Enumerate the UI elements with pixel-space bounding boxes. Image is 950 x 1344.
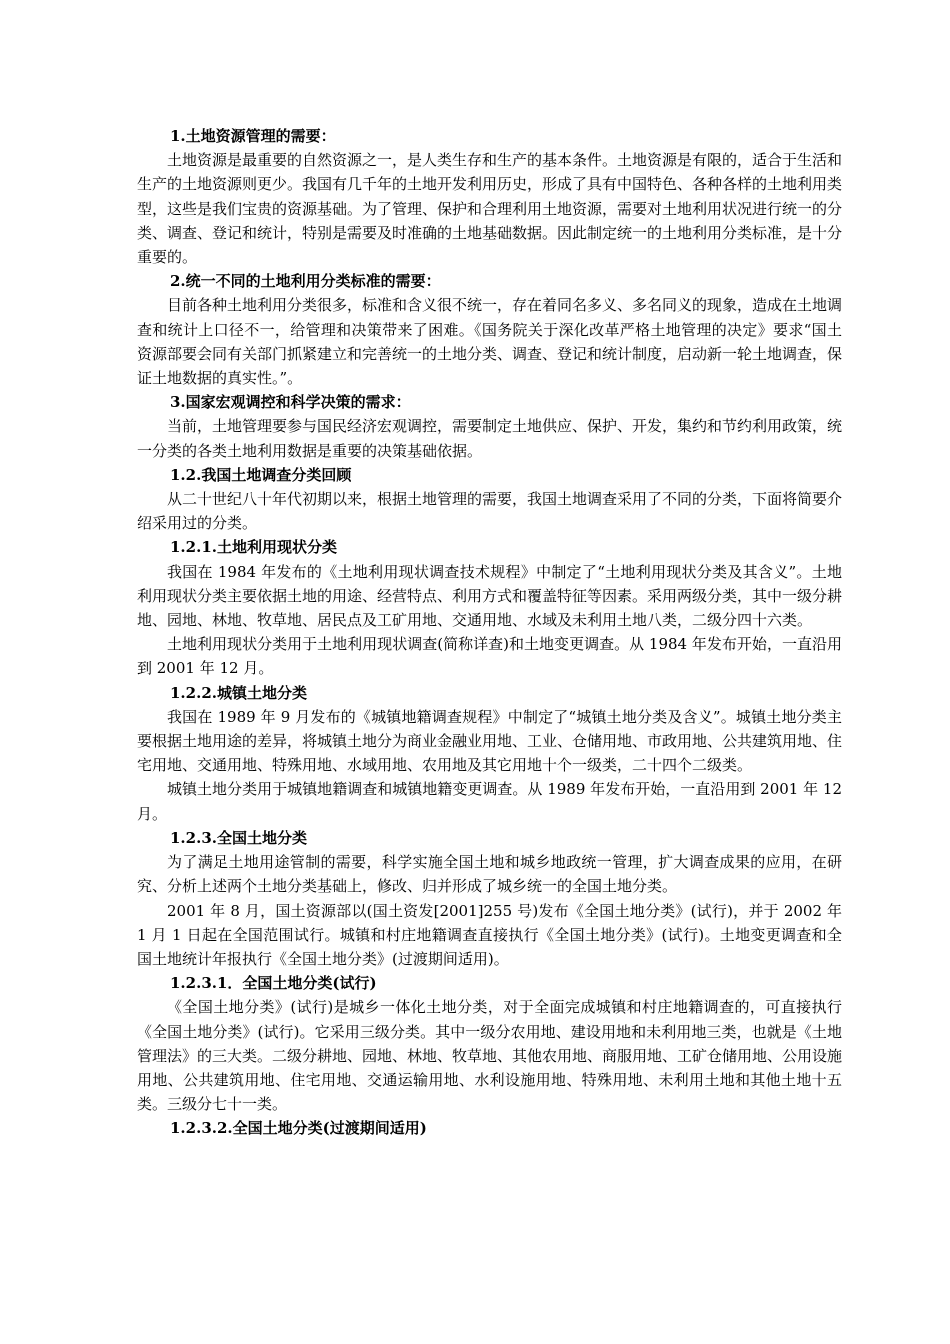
section-heading: 1.2.我国土地调查分类回顾 xyxy=(170,465,352,484)
section-heading: 2.统一不同的土地利用分类标准的需要： xyxy=(170,272,441,291)
paragraph: 2001 年 8 月，国土资源部以(国土资发[2001]255 号)发布《全国土地分类》(试行)，并于 2002 年 1 月 1 日起在全国范围试行。城镇和村庄地籍调查直接执行《全国土地分类》(试行)。土地变更调查和全国土地统计年报执行《全国土地分类》(过渡期间适用)。 xyxy=(137,901,842,968)
section-heading: 1.2.3.1．全国土地分类(试行) xyxy=(170,974,377,993)
paragraph: 《全国土地分类》(试行)是城乡一体化土地分类，对于全面完成城镇和村庄地籍调查的，可直接执行《全国土地分类》(试行)。它采用三级分类。其中一级分农用地、建设用地和未利用地三类，也就是《土地管理法》的三大类。二级分耕地、园地、林地、牧草地、其他农用地、商服用地、工矿仓储用地、公用设施用地、公共建筑用地、住宅用地、交通运输用地、水利设施用地、特殊用地、未利用土地和其他土地十五类。三级分七十一类。 xyxy=(137,998,843,1114)
paragraph: 我国在 1989 年 9 月发布的《城镇地籍调查规程》中制定了“城镇土地分类及含义”。城镇土地分类主要根据土地用途的差异，将城镇土地分为商业金融业用地、工业、仓储用地、市政用地、公共建筑用地、住宅用地、交通用地、特殊用地、水域用地、农用地及其它用地十个一级类，二十四个二级类。 xyxy=(137,707,843,775)
paragraph: 城镇土地分类用于城镇地籍调查和城镇地籍变更调查。从 1989 年发布开始，一直沿用到 2001 年 12 月。 xyxy=(137,780,842,823)
section-heading: 1.2.2.城镇土地分类 xyxy=(170,683,307,702)
section-heading: 1.2.3.全国土地分类 xyxy=(170,828,307,847)
section-heading: 1.土地资源管理的需要： xyxy=(170,127,336,145)
paragraph: 土地资源是最重要的自然资源之一，是人类生存和生产的基本条件。土地资源是有限的，适合于生活和生产的土地资源则更少。我国有几千年的土地开发利用历史，形成了具有中国特色、各种各样的土地利用类型，这些是我们宝贵的资源基础。为了管理、保护和合理利用土地资源，需要对土地利用状况进行统一的分类、调查、登记和统计，特别是需要及时准确的土地基础数据。因此制定统一的土地利用分类标准，是十分重要的。 xyxy=(137,151,843,267)
paragraph: 目前各种土地利用分类很多，标准和含义很不统一，存在着同名多义、多名同义的现象，造成在土地调查和统计上口径不一，给管理和决策带来了困难。《国务院关于深化改革严格土地管理的决定》要求“国土资源部要会同有关部门抓紧建立和完善统一的土地分类、调查、登记和统计制度，启动新一轮土地调查，保证土地数据的真实性。”。 xyxy=(137,296,843,388)
paragraph: 我国在 1984 年发布的《土地利用现状调查技术规程》中制定了“土地利用现状分类及其含义”。土地利用现状分类主要依据土地的用途、经营特点、利用方式和覆盖特征等因素。采用两级分类，其中一级分耕地、园地、林地、牧草地、居民点及工矿用地、交通用地、水域及未利用土地八类，二级分四十六类。 xyxy=(137,562,843,630)
paragraph: 从二十世纪八十年代初期以来，根据土地管理的需要，我国土地调查采用了不同的分类，下面将简要介绍采用过的分类。 xyxy=(137,490,843,533)
paragraph: 当前，土地管理要参与国民经济宏观调控，需要制定土地供应、保护、开发，集约和节约利用政策，统一分类的各类土地利用数据是重要的决策基础依据。 xyxy=(137,417,843,460)
paragraph: 土地利用现状分类用于土地利用现状调查(简称详查)和土地变更调查。从 1984 年发布开始，一直沿用到 2001 年 12 月。 xyxy=(137,635,842,678)
document-body xyxy=(137,124,842,1141)
section-heading: 3.国家宏观调控和科学决策的需求： xyxy=(170,393,411,412)
section-heading: 1.2.1.土地利用现状分类 xyxy=(170,538,337,557)
section-heading: 1.2.3.2.全国土地分类(过渡期间适用) xyxy=(170,1119,427,1138)
paragraph: 为了满足土地用途管制的需要，科学实施全国土地和城乡地政统一管理，扩大调查成果的应用，在研究、分析上述两个土地分类基础上，修改、归并形成了城乡统一的全国土地分类。 xyxy=(137,853,842,896)
